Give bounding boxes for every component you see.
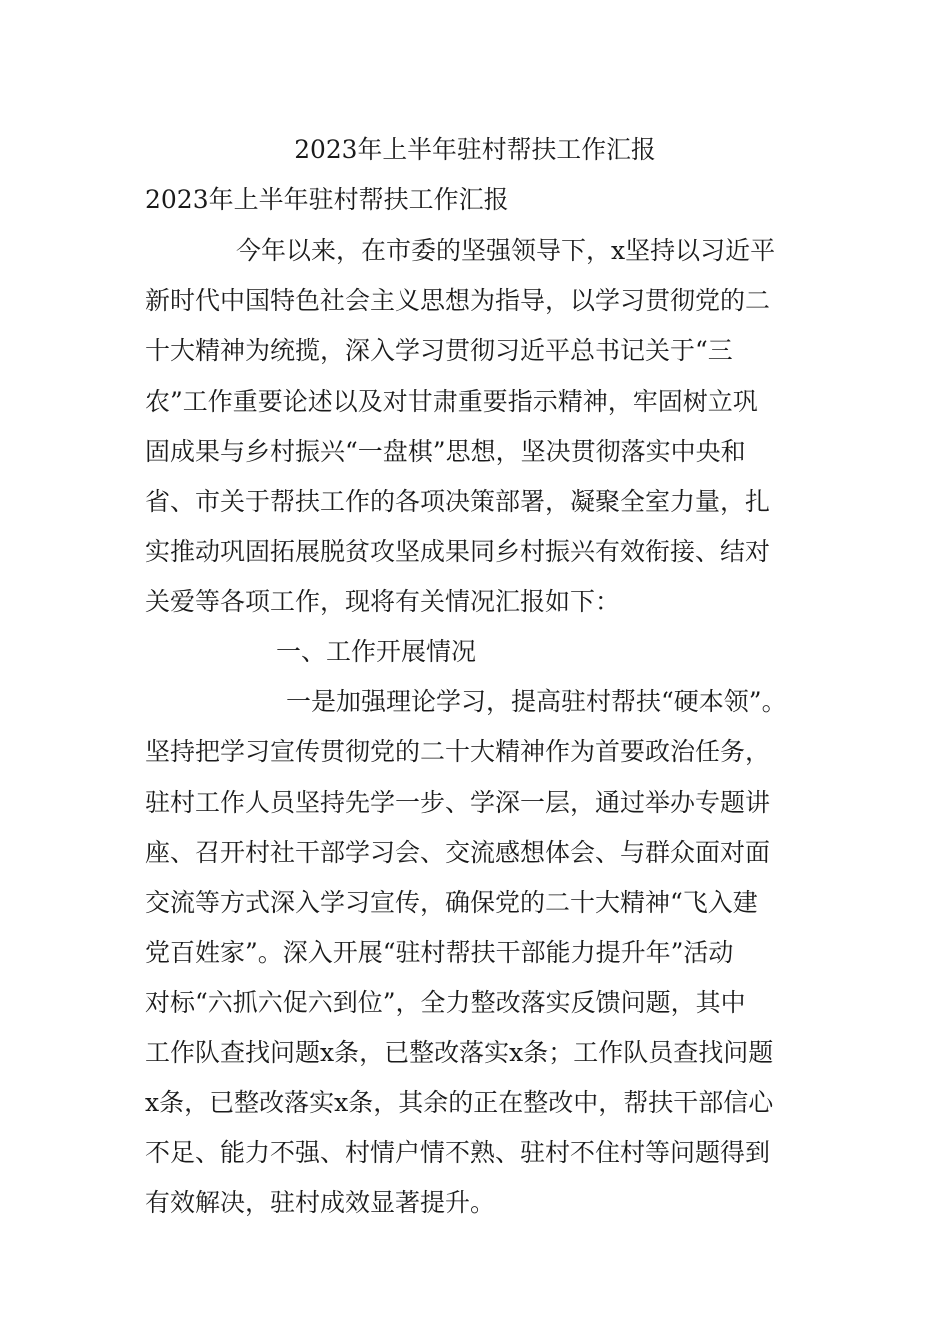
paragraph-line: 座、召开村社干部学习会、交流感想体会、与群众面对面 — [145, 838, 771, 867]
paragraph-line: 交流等方式深入学习宣传，确保党的二十大精神“飞入建 — [145, 888, 758, 917]
document-title: 2023年上半年驻村帮扶工作汇报 — [294, 135, 656, 164]
paragraph-line: 固成果与乡村振兴“一盘棋”思想，坚决贯彻落实中央和 — [145, 437, 746, 466]
paragraph-line: 对标“六抓六促六到位”，全力整改落实反馈问题，其中 — [145, 988, 746, 1017]
paragraph-line: 关爱等各项工作，现将有关情况汇报如下： — [145, 587, 621, 616]
paragraph-line: 坚持把学习宣传贯彻党的二十大精神作为首要政治任务， — [145, 737, 771, 766]
paragraph-line: 工作队查找问题x条，已整改落实x条；工作队员查找问题 — [145, 1038, 774, 1067]
paragraph-line: 省、市关于帮扶工作的各项决策部署，凝聚全室力量，扎 — [145, 487, 771, 516]
paragraph-line: 不足、能力不强、村情户情不熟、驻村不住村等问题得到 — [145, 1138, 771, 1167]
paragraph-line: 新时代中国特色社会主义思想为指导，以学习贯彻党的二 — [145, 286, 771, 315]
paragraph-line: x条，已整改落实x条，其余的正在整改中，帮扶干部信心 — [145, 1088, 774, 1117]
paragraph-line: 农”工作重要论述以及对甘肃重要指示精神，牢固树立巩 — [145, 387, 758, 416]
document-subtitle: 2023年上半年驻村帮扶工作汇报 — [145, 185, 509, 214]
section-heading: 一、工作开展情况 — [276, 637, 477, 666]
paragraph-line: 今年以来，在市委的坚强领导下，x坚持以习近平 — [236, 236, 776, 265]
paragraph-line: 十大精神为统揽，深入学习贯彻习近平总书记关于“三 — [145, 336, 733, 365]
paragraph-line: 党百姓家”。深入开展“驻村帮扶干部能力提升年”活动 — [145, 938, 734, 967]
paragraph-line: 实推动巩固拓展脱贫攻坚成果同乡村振兴有效衔接、结对 — [145, 537, 771, 566]
paragraph-line: 有效解决，驻村成效显著提升。 — [145, 1188, 496, 1217]
paragraph-line: 一是加强理论学习，提高驻村帮扶“硬本领”。 — [286, 687, 787, 716]
paragraph-line: 驻村工作人员坚持先学一步、学深一层，通过举办专题讲 — [145, 788, 771, 817]
